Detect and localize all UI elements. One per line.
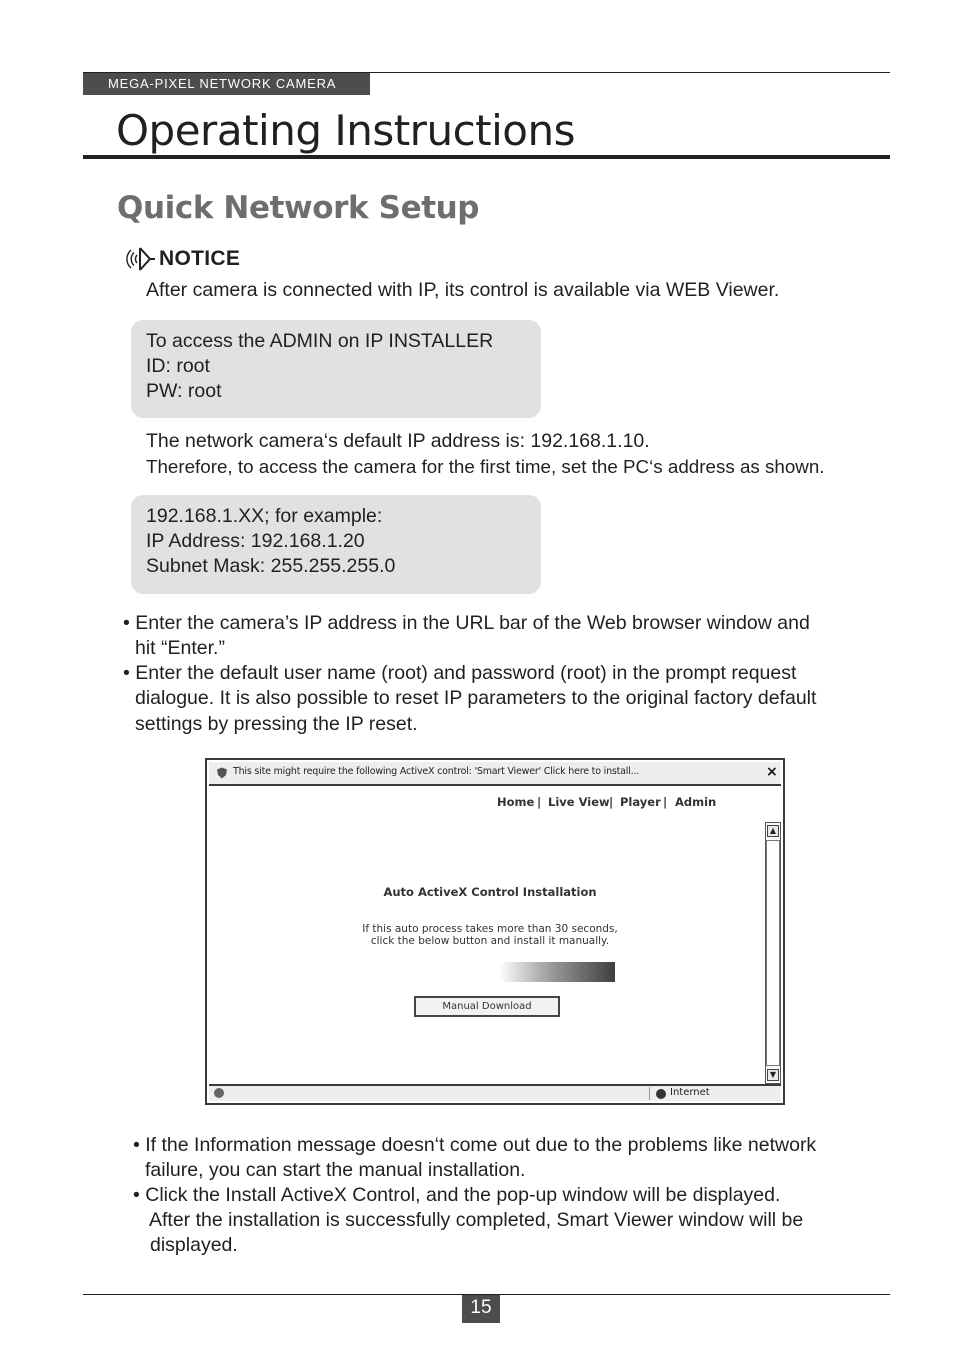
admin-line: To access the ADMIN on IP INSTALLER bbox=[146, 330, 494, 352]
nav-admin[interactable]: Admin bbox=[675, 795, 717, 809]
nav-player[interactable]: Player bbox=[620, 795, 661, 809]
bullet-url-line1: • Enter the camera’s IP address in the URL bar of the Web browser window and bbox=[123, 612, 810, 634]
notice-icon bbox=[124, 244, 158, 274]
bullet-url-line2: hit “Enter.” bbox=[135, 637, 225, 659]
ip-example-box bbox=[131, 495, 541, 594]
shield-icon bbox=[216, 767, 228, 779]
nav-separator: | bbox=[663, 795, 668, 809]
page-title: Operating Instructions bbox=[116, 106, 575, 155]
notice-label: NOTICE bbox=[159, 247, 241, 270]
subnet-mask-line: Subnet Mask: 255.255.255.0 bbox=[146, 555, 396, 577]
bullet-login-line3: settings by pressing the IP reset. bbox=[135, 713, 418, 735]
bullet-manual-line2: failure, you can start the manual installation. bbox=[145, 1159, 526, 1181]
scrollbar-thumb[interactable] bbox=[766, 840, 780, 1066]
nav-home[interactable]: Home bbox=[497, 795, 535, 809]
nav-separator: | bbox=[537, 795, 542, 809]
bullet-login-line1: • Enter the default user name (root) and password (root) in the prompt request bbox=[123, 662, 797, 684]
activex-description bbox=[207, 923, 773, 947]
browser-status-bar bbox=[209, 1084, 781, 1101]
admin-pw-line: PW: root bbox=[146, 380, 222, 402]
info-bar-text: This site might require the following ActiveX control: 'Smart Viewer' Click here to install... bbox=[233, 766, 640, 777]
bullet-login-line2: dialogue. It is also possible to reset IP parameters to the original factory default bbox=[135, 687, 817, 709]
globe-icon bbox=[656, 1089, 666, 1099]
status-divider bbox=[649, 1087, 650, 1100]
ip-range-line: 192.168.1.XX; for example: bbox=[146, 505, 383, 527]
scroll-down-icon[interactable]: ▼ bbox=[767, 1069, 779, 1081]
page-status-icon bbox=[214, 1088, 224, 1098]
section-title: Quick Network Setup bbox=[117, 190, 480, 226]
notice-text: After camera is connected with IP, its control is available via WEB Viewer. bbox=[146, 279, 780, 301]
manual-download-button[interactable]: Manual Download bbox=[414, 996, 560, 1017]
admin-id-line: ID: root bbox=[146, 355, 210, 377]
activex-desc-line: click the below button and install it manually. bbox=[370, 935, 610, 947]
header-tag: MEGA-PIXEL NETWORK CAMERA bbox=[83, 73, 370, 95]
admin-credentials-box bbox=[131, 320, 541, 418]
bullet-install-line2: After the installation is successfully completed, Smart Viewer window will be bbox=[149, 1209, 804, 1231]
bullet-manual-line1: • If the Information message doesn‘t come out due to the problems like network bbox=[133, 1134, 817, 1156]
notice-heading bbox=[124, 244, 240, 274]
page-number: 15 bbox=[462, 1295, 500, 1323]
activex-desc-line: If this auto process takes more than 30 seconds, bbox=[362, 923, 618, 935]
install-progress-bar bbox=[499, 962, 615, 982]
ip-address-line: IP Address: 192.168.1.20 bbox=[146, 530, 365, 552]
default-ip-text: The network camera‘s default IP address is: 192.168.1.10. bbox=[146, 430, 650, 452]
nav-separator: | bbox=[609, 795, 614, 809]
scroll-up-icon[interactable]: ▲ bbox=[767, 825, 779, 837]
nav-live-view[interactable]: Live View bbox=[548, 795, 610, 809]
close-icon[interactable]: × bbox=[766, 764, 778, 780]
bullet-install-line1: • Click the Install ActiveX Control, and the pop-up window will be displayed. bbox=[133, 1184, 781, 1206]
activex-title: Auto ActiveX Control Installation bbox=[383, 885, 597, 899]
bullet-install-line3: displayed. bbox=[150, 1234, 238, 1256]
activex-info-bar[interactable] bbox=[209, 762, 781, 786]
security-zone-label: Internet bbox=[670, 1087, 710, 1098]
title-rule bbox=[83, 155, 890, 159]
browser-screenshot bbox=[205, 758, 785, 1105]
pc-address-text: Therefore, to access the camera for the first time, set the PC‘s address as shown. bbox=[146, 456, 825, 477]
